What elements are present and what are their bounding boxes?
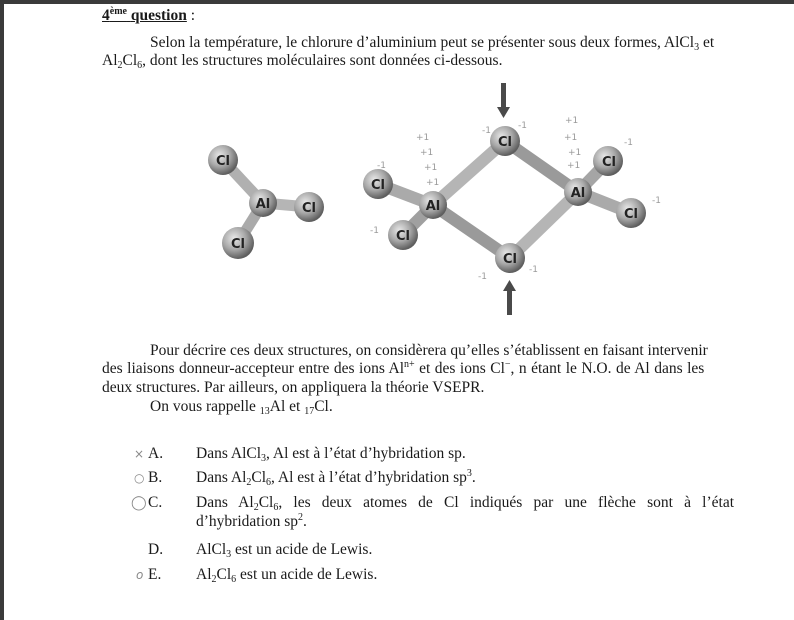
description-text: , n étant le N.O. de Al dans les xyxy=(510,360,705,377)
atom-label-cl: Cl xyxy=(498,135,512,150)
description-line-3 xyxy=(102,379,484,397)
pencil-mark: +1 xyxy=(568,148,582,158)
atom-label-cl: Cl xyxy=(371,178,385,193)
arrow-top-icon xyxy=(497,83,510,118)
pencil-mark: +1 xyxy=(426,178,440,188)
pencil-mark: +1 xyxy=(420,148,434,158)
option-text-part: d’hybridation sp xyxy=(196,513,299,530)
atom-label-al: Al xyxy=(570,186,586,201)
atom-label-cl: Cl xyxy=(302,201,316,216)
circle-mark-icon: o xyxy=(136,568,144,582)
question-word: question xyxy=(130,7,187,24)
pencil-mark: -1 xyxy=(482,126,491,136)
pencil-mark: -1 xyxy=(370,226,379,236)
option-text-part: est un acide de Lewis. xyxy=(231,541,373,558)
description-sup: − xyxy=(504,359,511,370)
option-text xyxy=(196,494,734,512)
option-sup: 3 xyxy=(466,468,472,479)
option-letter: D. xyxy=(148,541,164,558)
description-text: des liaisons donneur-accepteur entre des ions Al xyxy=(102,360,405,377)
description-line-4 xyxy=(150,398,333,416)
pencil-mark: -1 xyxy=(478,272,487,282)
option-text-part: Cl xyxy=(258,494,274,511)
option-text-part: Dans Al xyxy=(196,469,247,486)
option-text-part: , Al est à l’état d’hybridation sp. xyxy=(266,445,466,462)
description-line-1 xyxy=(150,342,708,360)
pencil-mark: +1 xyxy=(416,133,430,143)
atom-label-al: Al xyxy=(425,199,441,214)
atom-label-cl: Cl xyxy=(503,252,517,267)
option-sub: 2 xyxy=(253,502,259,513)
pencil-mark: -1 xyxy=(377,161,386,171)
description-text: Al et xyxy=(269,398,305,415)
option-text xyxy=(196,469,476,487)
description-text: et des ions Cl xyxy=(414,360,505,377)
pencil-mark: -1 xyxy=(529,265,538,275)
description-text: Cl. xyxy=(314,398,333,415)
option-sub: 2 xyxy=(211,574,217,585)
pencil-mark: +1 xyxy=(565,116,579,126)
option-text-part: , Al est à l’état d’hybridation sp xyxy=(271,469,467,486)
intro-sub: 2 xyxy=(117,60,123,71)
pencil-mark: +1 xyxy=(424,163,438,173)
description-text: deux structures. Par ailleurs, on appliquera la théorie VSEPR. xyxy=(102,379,485,396)
option-text-part: Dans Al xyxy=(196,494,254,511)
arrow-bottom-icon xyxy=(503,280,516,315)
option-text xyxy=(196,445,466,463)
alcl3-molecule xyxy=(208,145,324,259)
option-letter: A. xyxy=(148,445,164,462)
atom-label-cl: Cl xyxy=(231,237,245,252)
atom-label-cl: Cl xyxy=(216,154,230,169)
option-letter: E. xyxy=(148,566,162,583)
option-text xyxy=(196,566,377,584)
intro-sub: 3 xyxy=(694,42,700,53)
option-text-part: AlCl xyxy=(196,541,227,558)
pencil-mark: +1 xyxy=(567,161,581,171)
option-text-part: Cl xyxy=(251,469,267,486)
option-sub: 3 xyxy=(226,549,232,560)
question-number-digit: 4 xyxy=(102,7,110,24)
pencil-mark: -1 xyxy=(624,138,633,148)
option-text-part: . xyxy=(471,469,476,486)
pencil-mark: -1 xyxy=(652,196,661,206)
cross-mark-icon: × xyxy=(134,447,145,461)
intro-text: et xyxy=(699,34,715,51)
option-sup: 2 xyxy=(298,512,304,523)
intro-text: Al xyxy=(102,52,118,69)
intro-text: , dont les structures moléculaires sont données ci-dessous. xyxy=(142,52,503,69)
circle-mark-icon: ○ xyxy=(134,471,145,485)
option-text-part: . xyxy=(303,513,307,530)
description-text: Pour décrire ces deux structures, on considèrera qu’elles s’établissent en faisant intervenir xyxy=(150,342,708,359)
option-text-part: , les deux atomes de Cl indiqués par une flèche sont à l’état xyxy=(278,494,735,511)
description-line-2 xyxy=(102,360,704,378)
atom-label-cl: Cl xyxy=(396,229,410,244)
option-sub: 6 xyxy=(273,502,279,513)
description-sub: 13 xyxy=(259,406,270,417)
pencil-mark: -1 xyxy=(518,121,527,131)
intro-text: Cl xyxy=(122,52,138,69)
option-text-line-2 xyxy=(196,513,307,531)
option-sub: 6 xyxy=(231,574,237,585)
al2cl6-molecule xyxy=(363,83,661,315)
option-text-part: Cl xyxy=(216,566,232,583)
atom-label-al: Al xyxy=(255,197,271,212)
intro-sub: 6 xyxy=(137,60,143,71)
description-sup: n+ xyxy=(404,359,415,370)
atom-label-cl: Cl xyxy=(602,155,616,170)
option-sub: 6 xyxy=(266,477,272,488)
option-sub: 3 xyxy=(261,453,267,464)
pencil-mark: +1 xyxy=(564,133,578,143)
atom-label-cl: Cl xyxy=(624,207,638,222)
option-sub: 2 xyxy=(246,477,252,488)
option-letter: B. xyxy=(148,469,163,486)
option-text-part: Dans AlCl xyxy=(196,445,262,462)
circle-mark-icon: ◯ xyxy=(131,495,147,511)
description-sub: 17 xyxy=(304,406,315,417)
option-text xyxy=(196,541,372,559)
option-letter: C. xyxy=(148,494,163,511)
intro-text: Selon la température, le chlorure d’aluminium peut se présenter sous deux formes, AlCl xyxy=(150,34,695,51)
description-text: On vous rappelle xyxy=(150,398,260,415)
question-number-sup: ème xyxy=(109,6,127,17)
option-text-part: est un acide de Lewis. xyxy=(236,566,378,583)
option-text-part: Al xyxy=(196,566,212,583)
question-colon: : xyxy=(186,7,196,24)
